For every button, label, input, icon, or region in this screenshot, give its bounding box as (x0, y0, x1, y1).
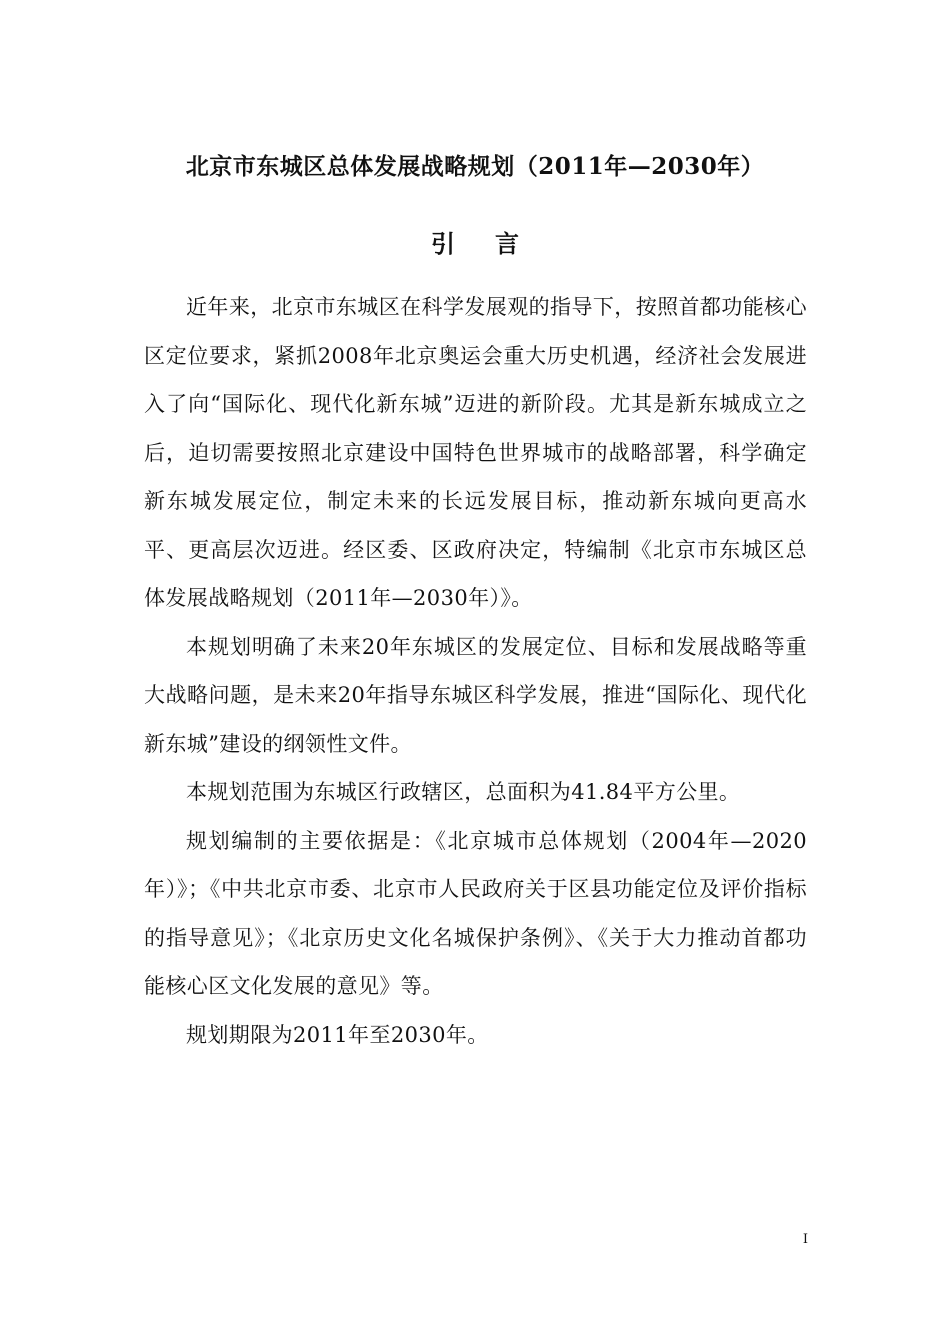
paragraph-purpose: 本规划明确了未来20年东城区的发展定位、目标和发展战略等重大战略问题，是未来20年指导东城区科学发展，推进“国际化、现代化新东城”建设的纲领性文件。 (144, 634, 807, 756)
paragraph-basis: 规划编制的主要依据是：《北京城市总体规划（2004年—2020年）》；《中共北京市委、北京市人民政府关于区县功能定位及评价指标的指导意见》；《北京历史文化名城保护条例》、《关于大力推动首都功能核心区文化发展的意见》等。 (144, 828, 807, 998)
body-text (144, 283, 807, 1059)
document-title: 北京市东城区总体发展战略规划（2011年—2030年） (185, 153, 765, 180)
section-heading: 引言 (431, 229, 559, 258)
page-number: I (802, 1232, 808, 1247)
paragraph-scope: 本规划范围为东城区行政辖区，总面积为41.84平方公里。 (186, 780, 741, 804)
paragraph-intro: 近年来，北京市东城区在科学发展观的指导下，按照首都功能核心区定位要求，紧抓2008年北京奥运会重大历史机遇，经济社会发展进入了向“国际化、现代化新东城”迈进的新阶段。尤其是新东城成立之后，迫切需要按照北京建设中国特色世界城市的战略部署，科学确定新东城发展定位，制定未来的长远发展目标，推动新东城向更高水平、更高层次迈进。经区委、区政府决定，特编制《北京市东城区总体发展战略规划（2011年—2030年）》。 (144, 295, 807, 610)
paragraph-period: 规划期限为2011年至2030年。 (186, 1022, 489, 1047)
